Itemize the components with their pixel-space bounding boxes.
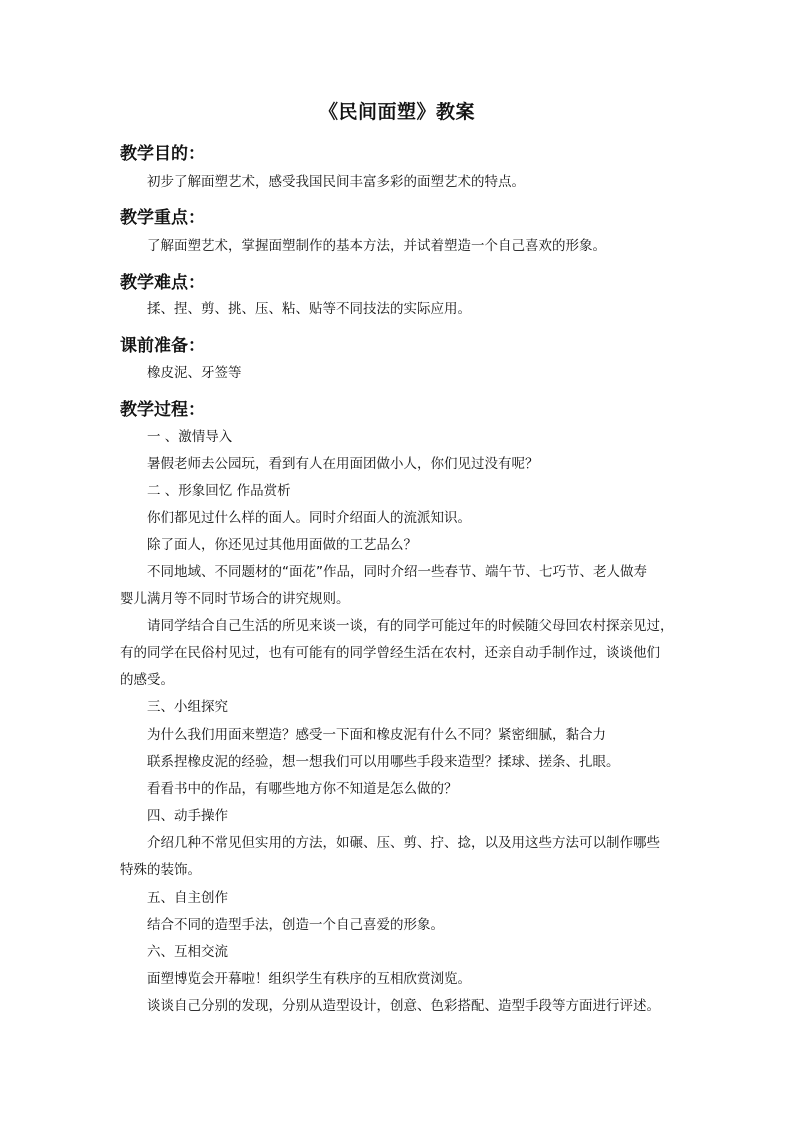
process-line: 二 、形象回忆 作品赏析 [147,483,291,499]
process-line: 介绍几种不常见但实用的方法，如碾、压、剪、拧、捻，以及用这些方法可以制作哪些 [147,835,660,851]
process-line: 特殊的装饰。 [120,862,201,878]
heading-goal: 教学目的： [120,144,205,164]
heading-process: 教学过程： [120,400,205,420]
process-line: 四、动手操作 [147,808,228,824]
process-line: 除了面人，你还见过其他用面做的工艺品么？ [147,537,417,553]
text-key: 了解面塑艺术，掌握面塑制作的基本方法，并试着塑造一个自己喜欢的形象。 [147,238,606,254]
process-line: 联系捏橡皮泥的经验，想一想我们可以用哪些手段来造型？揉球、搓条、扎眼。 [147,754,620,770]
process-line: 结合不同的造型手法，创造一个自己喜爱的形象。 [147,917,444,933]
process-line: 暑假老师去公园玩，看到有人在用面团做小人，你们见过没有呢？ [147,456,539,472]
text-difficulty: 揉、捏、剪、挑、压、粘、贴等不同技法的实际应用。 [147,301,471,317]
heading-key: 教学重点： [120,208,205,228]
process-line: 不同地域、不同题材的“面花”作品，同时介绍一些春节、端午节、七巧节、老人做寿 [147,564,647,580]
page-title: 《民间面塑》教案 [318,101,475,123]
heading-prep: 课前准备： [120,336,205,356]
process-line: 面塑博览会开幕啦！组织学生有秩序的互相欣赏浏览。 [147,971,471,987]
text-prep: 橡皮泥、牙签等 [147,365,242,381]
process-line: 一 、激情导入 [147,429,233,445]
process-line: 三、小组探究 [147,699,228,715]
process-line: 六、互相交流 [147,944,228,960]
process-line: 五、自主创作 [147,890,228,906]
process-line: 婴儿满月等不同时节场合的讲究规则。 [120,591,350,607]
heading-difficulty: 教学难点： [120,273,205,293]
process-line: 的感受。 [120,672,174,688]
process-line: 看看书中的作品，有哪些地方你不知道是怎么做的？ [147,781,458,797]
process-line: 谈谈自己分别的发现，分别从造型设计，创意、色彩搭配、造型手段等方面进行评述。 [147,998,660,1014]
process-line: 请同学结合自己生活的所见来谈一谈，有的同学可能过年的时候随父母回农村探亲见过， [147,618,674,634]
process-line: 有的同学在民俗村见过，也有可能有的同学曾经生活在农村，还亲自动手制作过，谈谈他们 [120,645,660,661]
process-line: 你们都见过什么样的面人。同时介绍面人的流派知识。 [147,510,471,526]
process-line: 为什么我们用面来塑造？感受一下面和橡皮泥有什么不同？紧密细腻，黏合力 [147,727,606,743]
text-goal: 初步了解面塑艺术，感受我国民间丰富多彩的面塑艺术的特点。 [147,174,525,190]
